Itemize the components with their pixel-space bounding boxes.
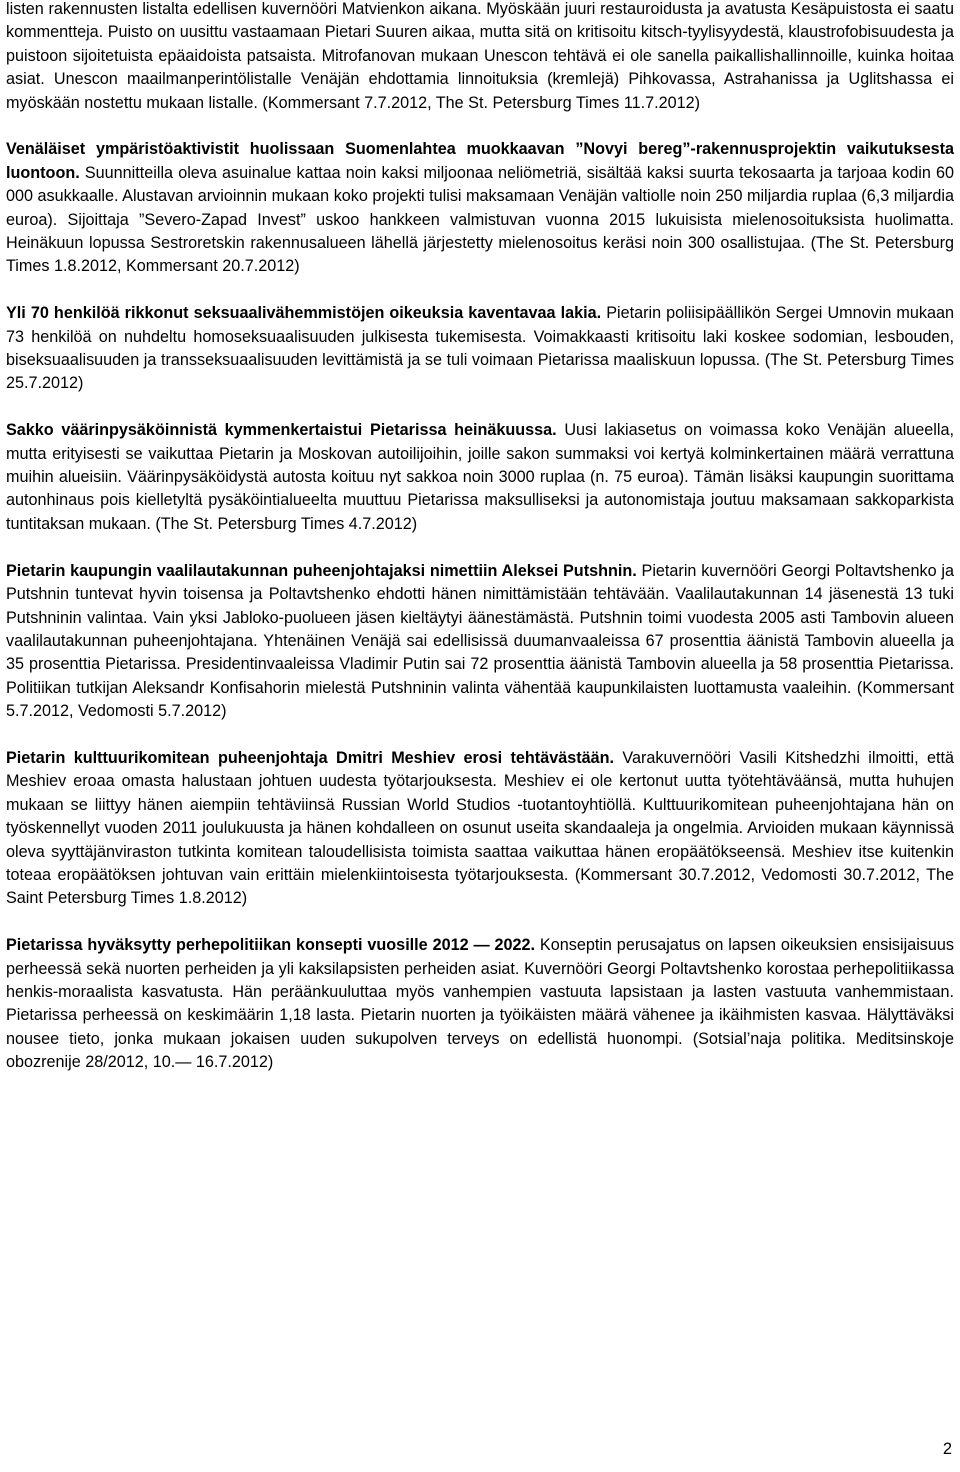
article-body: Pietarin kuvernööri Georgi Poltavtshenko ja Putshnin tuntevat hyvin toisensa ja Poltavtshenko ehdotti hänen nimittämistään tehtävään. Vaalilautakunnan 14 jäsenestä 13 tuki Putshninin valintaa. Vain yksi Jabloko-puolueen jäsen kieltäytyi äänestämästä. Putshnin toimi vuodesta 2005 asti Tambovin alueen vaalilautakunnan puheenjohtajana. Yhtenäinen Venäjä sai edellisissä duumanvaaleissa 67 prosenttia äänistä Tambovin alueella ja 35 prosenttia Pietarissa. Presidentinvaaleissa Vladimir Putin sai 72 prosenttia äänistä Tambovin alueella ja 58 prosenttia Pietarissa. Politiikan tutkijan Aleksandr Konfisahorin mielestä Putshninin valinta vähentää kaupunkilaisten luottamusta vaaleihin. (Kommersant 5.7.2012, Vedomosti 5.7.2012) xyxy=(6,561,954,721)
article-paragraph xyxy=(6,302,954,396)
article-body: Pietarin poliisipäällikön Sergei Umnovin mukaan 73 henkilöä on nuhdeltu homoseksuaalisuuden julkisesta tukemisesta. Voimakkaasti kritisoitu laki koskee sodomian, lesbouden, biseksuaalisuuden ja transseksuaalisuuden levittämistä ja se tuli voimaan Pietarissa maaliskuun lopussa. (The St. Petersburg Times 25.7.2012) xyxy=(6,304,954,393)
article-heading: Yli 70 henkilöä rikkonut seksuaalivähemmistöjen oikeuksia kaventavaa lakia. xyxy=(6,304,602,323)
article-paragraph xyxy=(6,560,954,724)
article-body: listen rakennusten listalta edellisen kuvernööri Matvienkon aikana. Myöskään juuri restauroidusta ja avatusta Kesäpuistosta ei saatu kommentteja. Puisto on uusittu vastaamaan Pietari Suuren aikaa, mutta sitä on kritisoitu kitsch-tyylisyydestä, klaustrofobisuudesta ja puistoon sijoitetuista epäaidoista patsaista. Mitrofanovan mukaan Unescon tehtävä ei ole sanella paikallishallinnoille, kuinka hoitaa asiat. Unescon maailmanperintölistalle Venäjän ehdottamia linnoituksia (kremlejä) Pihkovassa, Astrahanissa ja Uglitshassa ei myöskään nostettu mukaan listalle. (Kommersant 7.7.2012, The St. Petersburg Times 11.7.2012) xyxy=(6,0,954,112)
article-body: Uusi lakiasetus on voimassa koko Venäjän alueella, mutta erityisesti se vaikuttaa Pietarin ja Moskovan autoilijoihin, joille sakon summaksi voi kertyä kolminkertainen määrä verrattuna muihin alueisiin. Väärinpysäköidystä autosta koituu nyt sakkoa noin 3000 ruplaa (n. 75 euroa). Tämän lisäksi kaupungin suorittama autonhinaus pois kielletyltä pysäköintialueelta muuttuu Pietarissa maksulliseksi ja autonomistaja joutuu maksamaan sakkoparkista tuntitaksan mukaan. (The St. Petersburg Times 4.7.2012) xyxy=(6,421,954,533)
article-heading: Pietarin kulttuurikomitean puheenjohtaja Dmitri Meshiev erosi tehtävästään. xyxy=(6,748,614,767)
document-page xyxy=(6,0,954,1098)
article-paragraph xyxy=(6,934,954,1074)
article-body: Konseptin perusajatus on lapsen oikeuksien ensisijaisuus perheessä sekä nuorten perheiden ja yli kaksilapsisten perheiden asiat. Kuvernööri Georgi Poltavtshenko korostaa perhepolitiikassa henkis-moraalista kasvatusta. Hän peräänkuuluttaa myös vanhempien vastuuta lapsistaan ja lasten vastuuta vanhemmistaan. Pietarissa perheessä on keskimäärin 1,18 lasta. Pietarin nuorten ja työikäisten määrä vähenee ja ikäihmisten kasvaa. Hälyttäväksi nousee tieto, jonka mukaan jokaisen uuden sukupolven terveys on edellistä huonompi. (Sotsial’naja politika. Meditsinskoje obozrenije 28/2012, 10.— 16.7.2012) xyxy=(6,936,955,1072)
article-heading: Pietarissa hyväksytty perhepolitiikan konsepti vuosille 2012 — 2022. xyxy=(6,936,536,955)
article-body: Suunnitteilla oleva asuinalue kattaa noin kaksi miljoonaa neliömetriä, sisältää kaksi suurta tekosaarta ja tarjoaa kodin 60 000 asukkaalle. Alustavan arvioinnin mukaan koko projekti tulisi maksamaan Venäjän valtiolle noin 250 miljardia ruplaa (6,3 miljardia euroa). Sijoittaja ”Severo-Zapad Invest” uskoo hankkeen valmistuvan vuonna 2015 lukuisista mielenosoituksista huolimatta. Heinäkuun lopussa Sestroretskin rakennusalueen lähellä järjestetty mielenosoitus keräsi noin 300 osallistujaa. (The St. Petersburg Times 1.8.2012, Kommersant 20.7.2012) xyxy=(6,163,954,276)
article-heading: Sakko väärinpysäköinnistä kymmenkertaistui Pietarissa heinäkuussa. xyxy=(6,421,557,440)
page-number: 2 xyxy=(942,1440,952,1458)
article-paragraph xyxy=(6,747,954,911)
article-paragraph xyxy=(6,138,954,278)
article-body: Varakuvernööri Vasili Kitshedzhi ilmoitti, että Meshiev eroaa omasta halustaan johtuen uudesta työtarjouksesta. Meshiev ei ole kertonut uutta työtehtäväänsä, mutta huhujen mukaan se liittyy hänen aiempiin tehtäviinsä Russian World Studios -tuotantoyhtiöllä. Kulttuurikomitean puheenjohtajana hän on työskennellyt vuoden 2011 joulukuusta ja hänen kohdalleen on osunut useita skandaaleja ja ongelmia. Arvioiden mukaan käynnissä oleva syyttäjänviraston tutkinta komitean taloudellisista toimista saattaa vaikuttaa hänen eropäätökseensä. Meshiev itse kuitenkin toteaa eropäätöksen johtuvan vain erittäin mielenkiintoisesta työtarjouksesta. (Kommersant 30.7.2012, Vedomosti 30.7.2012, The Saint Petersburg Times 1.8.2012) xyxy=(6,748,954,908)
article-paragraph xyxy=(6,0,954,115)
article-paragraph xyxy=(6,419,954,536)
article-heading: Venäläiset ympäristöaktivistit huolissaan Suomenlahtea muokkaavan ”Novyi bereg”-rakennusprojektin vaikutuksesta luontoon. xyxy=(6,140,954,182)
article-heading: Pietarin kaupungin vaalilautakunnan puheenjohtajaksi nimettiin Aleksei Putshnin. xyxy=(6,561,637,580)
